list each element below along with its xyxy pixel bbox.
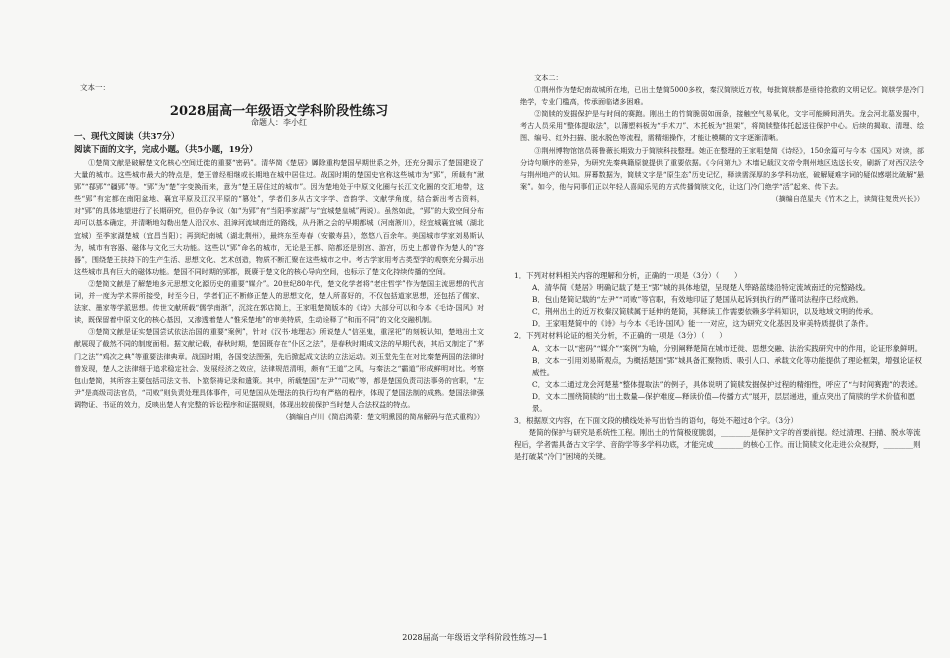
question-1-option-a: A．清华简《楚居》明确记载了楚王“郢”城的具体地望，呈现楚人筚路蓝缕沿特定流域南迁的完整路线。 xyxy=(532,283,871,293)
text1-paragraph-2: ②楚简文献是了解楚地多元思想文化源历史的重要“媒介”。20世纪80年代，楚文化学者将“老庄哲学”作为楚国主流思想的代言词，并一度为学术界所接受，时至今日，学者们正不断修正楚人的思想文化，楚人所喜好的，不仅包括道家思想，还包括了儒家、法家、墨家等学派思想。传世文献所载“儒学南渐”，沉淀在郭店简上，王家咀楚简版本的《诗》大部分可以和今本《毛诗·国风》对读，既保留着中原文化的核心基因，又渗透着楚人“惟采楚地”的审美特质，生动诠释了“和而不同”的文化交融机制。 xyxy=(74,278,484,325)
question-1: 1．下列对材料相关内容的理解和分析，正确的一项是（3分）（ ） xyxy=(514,271,742,280)
text2-paragraph-1: ①荆州作为楚纪南故城所在地，已出土楚简5000多枚，秦汉简牍近万枚，每批简牍都是亟待抢救的文明记忆。简牍学是冷门绝学，专业门槛高，传承面临诸多困难。 xyxy=(520,85,924,107)
questions-block xyxy=(514,270,924,464)
text2-paragraph-2: ②简牍的发掘保护是与时间的赛跑。刚出土的竹简脆弱如面条，接触空气易氧化，文字可能瞬间消失。龙会河北墓发掘中，考古人员采用“整体提取法”，以薄塑料板为“手术刀”、木托板为“担架”，将简牍整体托起送往保护中心。后续的揭取、清理、绘图、编号、红外扫描、脱水脱色等流程，需精细操作，才能让模糊的文字逐渐清晰。 xyxy=(520,109,924,143)
question-3-passage: 楚简的保护与研究是系统性工程。刚出土的竹简极度脆弱，________是保护文字的首要前提。经过清理、扫描、脱水等流程后，学者需具备古文字学、音韵学等多学科功底，才能完成________的核心工作。而让简牍文化走进公众视野，________则是打破某“冷门”困境的关键。 xyxy=(514,428,921,462)
text1-label-top: 文本一： xyxy=(80,83,110,92)
question-1-option-c: C．荆州出土的近万枚秦汉简牍属于延伸的楚简，其释读工作需要依赖多学科知识，以及地域文明的传承。 xyxy=(532,307,878,317)
question-1-option-b: B．包山楚简记载的“左尹”“司败”等官职，有效地印证了楚国从起诉到执行的严谨司法程序已经成熟。 xyxy=(532,295,863,305)
text1-body xyxy=(74,157,484,423)
text2-paragraph-3: ③荆州博物馆馆员蒋鲁薇长期致力于简牍科技整理。她正在整理的王家咀楚简《诗经》，150余篇可与今本《国风》对读，部分诗句顺序的差异，为研究先秦典籍原貌提供了重要依据。《今问第九》木墙记载汉文帝令荆州地区选送长安，刷新了对西汉法令与荆州地产的认知。屏幕数据为，简牍文字是“原生态”历史记忆，释读需深厚的多学科功底，破解疑难字词的疑似感堪比破解“悬案”。如今，他与同事们正以年轻人喜闻乐见的方式传播简牍文化，让这门冷门绝学“活”起来、传下去。 xyxy=(520,145,924,191)
page-footer: 2028届高一年级语文学科阶段性练习—1 xyxy=(402,633,548,642)
question-2-option-a: A．文本一以“密码”“媒介”“案例”为喻，分别阐释楚简在城市迁徙、思想交融、法治实践研究中的作用，论证形象鲜明。 xyxy=(532,343,923,353)
text2-label: 文本二： xyxy=(534,73,563,82)
question-2-option-b: B．文本一引用刘易斯观点，为概括楚国“郢”城具备汇聚物质、吸引人口、承载文化等功能提供了理论框架，增强论证权威性。 xyxy=(532,355,922,377)
question-2-option-c: C．文本二通过龙会河楚墓“整体提取法”的例子，具体说明了简牍发掘保护过程的精细性，呼应了“与时间赛跑”的表述。 xyxy=(532,379,923,389)
question-2: 2．下列对材料论证的相关分析，不正确的一项是（3分）（ ） xyxy=(514,331,727,341)
question-3: 3．根据原文内容，在下面文段的横线处补写出恰当的语句，每处不超过8个字。（3分） xyxy=(514,416,798,426)
author-line: 命题人：李小红 xyxy=(251,118,307,127)
text2-body xyxy=(520,72,924,205)
question-2-option-d: D．文本二围绕简牍的“出土数量—保护难度—释读价值—传播方式”展开，层层递进，重点突出了简牍的学术价值和愿景。 xyxy=(532,391,916,414)
text1-paragraph-1: ①楚简文献是破解楚文化核心空间迁徙的重要“密码”。清华简《楚居》羼除重构楚国早期世系之外，还充分揭示了楚国建设了大量的城市。这些城市最大的特点是，楚王曾经相继或长期地在城中居住过。战国时期的楚国史官称这些城市为“郢”，所载有“湫郢”“鄀郢”“疆郢”等。“郢”为“楚”字变换而来，意为“楚王居住过的城市”。因为楚地处于中原文化圈与长江文化圈的交汇地带，这些“郢”有定都在南阳盆地、襄宜平原及江汉平原的“篡处”，学者们多从古文字学、音韵学、文献学角度，结合新出考古资料，对“郢”的具体地望进行了长期研究，但仍存争议（如“为郢”有“当阳季家湖”与“宜城楚皇城”两说）。虽然如此，“郢”的大致空间分布却可以基本确定，并清晰地勾勒出楚人沿汉水、沮漳河流域南迁的路线，从丹淅之会的早期都城（河南淅川），经宜城襄宜城（湖北宜城）至季家湖楚城（宜昌当阳）；再到纪南城（湖北荆州），最终东至寿春（安徽寿县），悠悠八百余年。美国城市学家刘易斯认为，城市有容器、磁体与文化三大功能。这些以“郢”命名的城市，无论是王都、陪都还是别宫、游宫，历史上都曾作为楚人的“容器”，围绕楚王扶持下的生产生活、思想文化、艺术创造，物质不断汇聚在这些城市之中。考古学家用考古类型学的观察充分揭示出这些城市具有巨大的磁体功能。楚国不同时期的郢都，既赓于楚文化的核心导向空间，也标示了楚文化持续传播的空间。 xyxy=(74,158,484,276)
page-title: 2028届高一年级语文学科阶段性练习 xyxy=(169,104,389,119)
section-instruction: 阅读下面的文字，完成小题。（共5小题，19分） xyxy=(74,145,258,155)
text2-source: （摘编自范星夫《竹木之上，读简往复贵兴长》） xyxy=(771,193,924,203)
question-1-option-d: D．王家咀楚简中的《诗》与今本《毛诗·国风》能一一对应，这为研究文化基因及审美特质提供了条件。 xyxy=(532,319,873,329)
text1-paragraph-3: ③楚简文献是证实楚国尝试依法治国的重要“案例”，针对《汉书·地理志》所说楚人“信巫鬼，重淫祀”的刻板认知，楚地出土文献展现了截然不同的制度面相。据文献记载，春秋时期，楚国既存在“仆区之法”，是春秋时期成文法的早期代表，其后又制定了“茅门之法”“鸡次之典”等重要法律典章。战国时期，各国变法图强，先后掀起成文法的立法运动。刘玉堂先生在对比秦楚两国的法律时曾发现，楚人之法律细于追求稳定社会、发展经济之效应，法律规范清明，颇有“王道”之风，与秦法之“霸道”形成鲜明对比。考察包山楚简，其所容主要包括司法文书、卜筮祭祷记录和遣策。其中，所载楚国“左尹”“司败”等，都是楚国负责司法事务的官职，“左尹”是高级司法官员，“司败”则负责处理具体事件，可见楚国从处理法的执行均有严格的程序，体现了楚国法制的成熟。楚国法律强调物证、书证的效力，反映出楚人有完整的诉讼程序和证据规则，体现出较前保护当时楚人合法权益的特点。 xyxy=(74,327,484,409)
section-heading: 一、现代文阅读（共37分） xyxy=(74,132,180,142)
text1-source: （摘编自卢川《简启鸿蒙：楚文明熏园的简帛解码与范式重构》） xyxy=(281,411,484,421)
